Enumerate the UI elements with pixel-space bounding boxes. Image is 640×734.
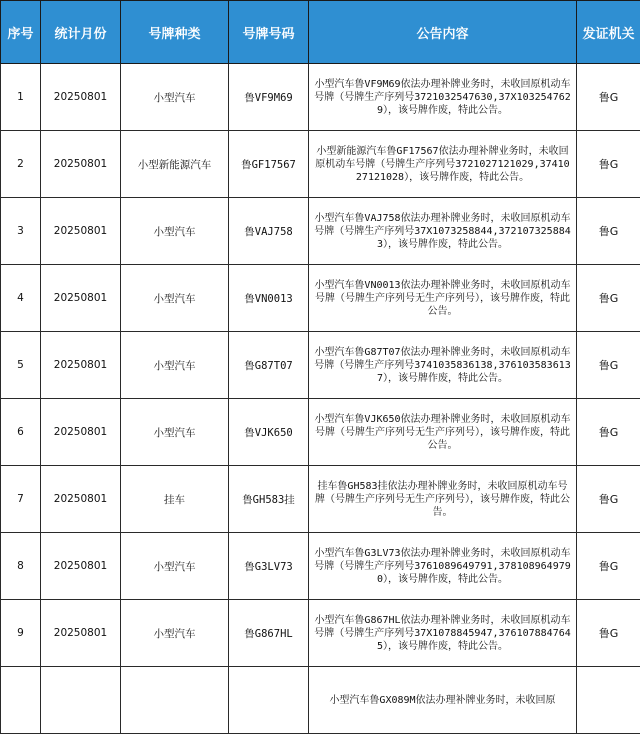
notice-text: 挂车鲁GH583挂依法办理补牌业务时，未收回原机动车号牌（号牌生产序列号无生产序列号），该号牌作废，特此公告。 [313,480,572,519]
table-row [1,466,640,533]
cell-seq [1,667,41,734]
header-month: 统计月份 [41,1,121,64]
table-row [1,399,640,466]
cell-month: 20250801 [41,265,121,332]
cell-plate-type: 小型汽车 [121,198,229,265]
cell-plate-number: 鲁GH583挂 [229,466,309,533]
cell-month: 20250801 [41,533,121,600]
cell-seq: 9 [1,600,41,667]
cell-plate-type: 小型汽车 [121,332,229,399]
table-row [1,131,640,198]
cell-issuer: 鲁G [577,64,640,131]
notice-text: 小型汽车鲁VF9M69依法办理补牌业务时，未收回原机动车号牌（号牌生产序列号3721032547630,37X1032547629），该号牌作废，特此公告。 [313,78,572,117]
table-row [1,667,640,734]
cell-issuer: 鲁G [577,466,640,533]
table-row [1,265,640,332]
header-issuer: 发证机关 [577,1,640,64]
cell-plate-type: 挂车 [121,466,229,533]
cell-notice [309,466,577,533]
cell-month: 20250801 [41,399,121,466]
cell-month: 20250801 [41,131,121,198]
cell-seq: 1 [1,64,41,131]
cell-month: 20250801 [41,64,121,131]
cell-plate-type: 小型新能源汽车 [121,131,229,198]
cell-plate-type [121,667,229,734]
notice-text: 小型汽车鲁VAJ758依法办理补牌业务时，未收回原机动车号牌（号牌生产序列号37X1073258844,3721073258843），该号牌作废，特此公告。 [313,212,572,251]
cell-notice [309,64,577,131]
cell-notice [309,600,577,667]
cell-plate-number: 鲁VF9M69 [229,64,309,131]
cell-plate-type: 小型汽车 [121,399,229,466]
cell-seq: 8 [1,533,41,600]
cell-notice [309,399,577,466]
cell-plate-number: 鲁GF17567 [229,131,309,198]
cell-plate-number: 鲁G867HL [229,600,309,667]
header-plate-type: 号牌种类 [121,1,229,64]
cell-plate-number: 鲁G87T07 [229,332,309,399]
cell-notice [309,198,577,265]
cell-plate-number: 鲁VN0013 [229,265,309,332]
cell-plate-number [229,667,309,734]
cell-plate-type: 小型汽车 [121,600,229,667]
cell-month: 20250801 [41,466,121,533]
cell-issuer: 鲁G [577,265,640,332]
cell-seq: 5 [1,332,41,399]
header-seq: 序号 [1,1,41,64]
cell-issuer: 鲁G [577,533,640,600]
cell-notice [309,533,577,600]
cell-seq: 2 [1,131,41,198]
notice-text: 小型汽车鲁GX089M依法办理补牌业务时，未收回原 [313,694,572,707]
cell-notice [309,667,577,734]
cell-issuer [577,667,640,734]
header-plate-number: 号牌号码 [229,1,309,64]
notice-text: 小型汽车鲁VN0013依法办理补牌业务时，未收回原机动车号牌（号牌生产序列号无生产序列号），该号牌作废，特此公告。 [313,279,572,318]
cell-month [41,667,121,734]
table-row [1,533,640,600]
table-row [1,332,640,399]
cell-seq: 3 [1,198,41,265]
cell-issuer: 鲁G [577,600,640,667]
cell-plate-number: 鲁VAJ758 [229,198,309,265]
cell-notice [309,332,577,399]
cell-plate-type: 小型汽车 [121,265,229,332]
notice-text: 小型汽车鲁VJK650依法办理补牌业务时，未收回原机动车号牌（号牌生产序列号无生产序列号），该号牌作废，特此公告。 [313,413,572,452]
cell-issuer: 鲁G [577,131,640,198]
cell-month: 20250801 [41,332,121,399]
header-notice: 公告内容 [309,1,577,64]
cell-issuer: 鲁G [577,332,640,399]
table-row [1,198,640,265]
cell-issuer: 鲁G [577,198,640,265]
notice-text: 小型汽车鲁G867HL依法办理补牌业务时，未收回原机动车号牌（号牌生产序列号37X1078845947,3761078847645），该号牌作废，特此公告。 [313,614,572,653]
cell-seq: 6 [1,399,41,466]
notice-text: 小型汽车鲁G3LV73依法办理补牌业务时，未收回原机动车号牌（号牌生产序列号3761089649791,3781089649790），该号牌作废，特此公告。 [313,547,572,586]
table-row [1,600,640,667]
cell-plate-number: 鲁G3LV73 [229,533,309,600]
header-row [1,1,640,64]
cell-plate-type: 小型汽车 [121,64,229,131]
table-row [1,64,640,131]
cell-month: 20250801 [41,600,121,667]
cell-issuer: 鲁G [577,399,640,466]
cell-seq: 7 [1,466,41,533]
notice-text: 小型汽车鲁G87T07依法办理补牌业务时，未收回原机动车号牌（号牌生产序列号3741035836138,3761035836137），该号牌作废，特此公告。 [313,346,572,385]
cell-notice [309,131,577,198]
cell-month: 20250801 [41,198,121,265]
cell-notice [309,265,577,332]
cell-plate-number: 鲁VJK650 [229,399,309,466]
cell-plate-type: 小型汽车 [121,533,229,600]
cell-seq: 4 [1,265,41,332]
notice-text: 小型新能源汽车鲁GF17567依法办理补牌业务时，未收回原机动车号牌（号牌生产序列号3721027121029,3741027121028），该号牌作废，特此公告。 [313,145,572,184]
